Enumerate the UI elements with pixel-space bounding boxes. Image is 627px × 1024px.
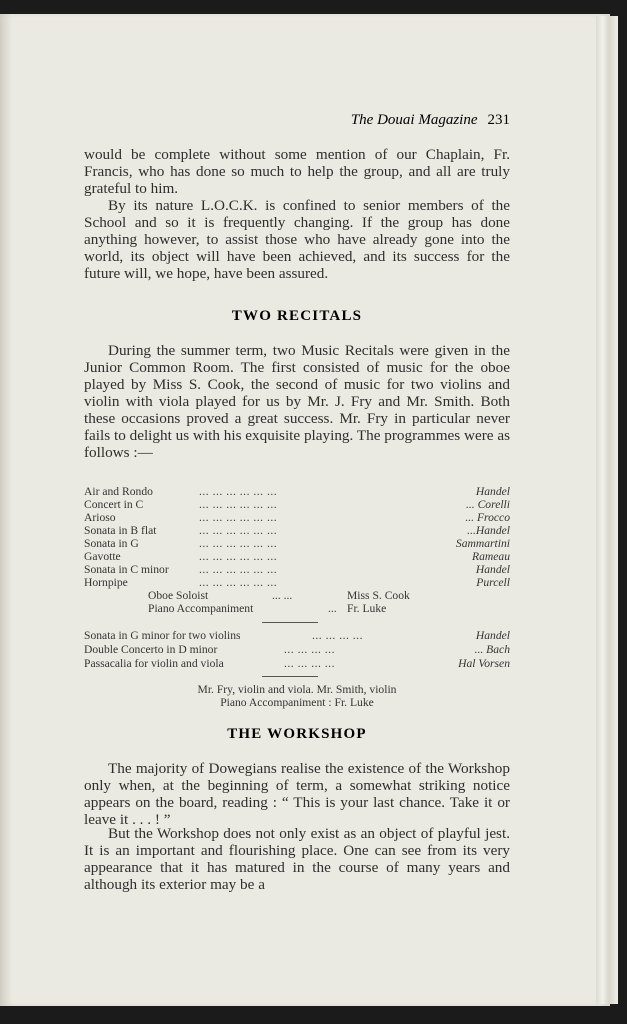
composer: ... Bach	[474, 643, 510, 656]
programme-row	[84, 485, 510, 498]
intro-paragraph-1: would be complete without some mention of our Chaplain, Fr. Francis, who has done so much to help the group, and all are truly grateful to him.	[84, 146, 510, 197]
programme-row	[84, 563, 510, 576]
piece-title: Sonata in C minor	[84, 563, 169, 576]
composer: ...Handel	[467, 524, 510, 537]
programme-row	[84, 643, 510, 656]
piece-title: Double Concerto in D minor	[84, 643, 218, 656]
workshop-heading: THE WORKSHOP	[227, 726, 367, 742]
programme-row	[84, 550, 510, 563]
performers-credit: Mr. Fry, violin and viola. Mr. Smith, violin	[197, 683, 397, 696]
piece-title: Hornpipe	[84, 576, 128, 589]
accompaniment-credit: Piano Accompaniment : Fr. Luke	[220, 696, 374, 709]
leader-dots: ... ... ... ... ... ...	[199, 576, 278, 589]
recitals-paragraph: During the summer term, two Music Recitals were given in the Junior Common Room. The first consisted of music for the oboe played by Miss S. Cook, the second of music for two violins and violin with viola played for us by Mr. J. Fry and Mr. Smith. Both these occasions proved a great success. Mr. Fry in particular never fails to delight us with his exquisite playing. The programmes were as follows :—	[84, 342, 510, 461]
leader-dots: ...	[328, 602, 337, 615]
composer: Rameau	[472, 550, 510, 563]
composer: Hal Vorsen	[458, 657, 510, 670]
divider	[262, 622, 318, 623]
divider	[262, 676, 318, 677]
piece-title: Sonata in G minor for two violins	[84, 629, 241, 642]
leader-dots: ... ... ... ... ... ...	[199, 550, 278, 563]
composer: Sammartini	[455, 537, 510, 550]
piece-title: Air and Rondo	[84, 485, 153, 498]
magazine-title: The Douai Magazine	[350, 112, 478, 128]
programme-row	[84, 524, 510, 537]
workshop-paragraph-1: The majority of Dowegians realise the existence of the Workshop only when, at the beginning of term, a somewhat striking notice appears on the board, reading : “ This is your last chance. Take it or leave it . . . ! ”	[84, 760, 510, 828]
leader-dots: ... ... ... ...	[284, 643, 335, 656]
recitals-heading: TWO RECITALS	[231, 308, 363, 324]
leader-dots: ... ... ... ... ... ...	[199, 563, 278, 576]
performer-name: Fr. Luke	[347, 602, 387, 615]
leader-dots: ... ... ... ... ... ...	[199, 485, 278, 498]
programme-row	[84, 657, 510, 670]
binding-shadow	[0, 14, 12, 1006]
composer: Handel	[475, 485, 510, 498]
piece-title: Sonata in G	[84, 537, 139, 550]
performer-name: Miss S. Cook	[347, 589, 410, 602]
workshop-paragraph-2: But the Workshop does not only exist as an object of playful jest. It is an important and flourishing place. One can see from its very appearance that it has matured in the course of many years and although its exterior may be a	[84, 825, 510, 893]
programme-row	[84, 511, 510, 524]
leader-dots: ... ... ... ... ... ...	[199, 537, 278, 550]
page-stack-edge	[596, 16, 618, 1004]
composer: Handel	[475, 563, 510, 576]
composer: ... Frocco	[465, 511, 510, 524]
programme-row	[84, 498, 510, 511]
leader-dots: ... ... ... ... ... ...	[199, 498, 278, 511]
programme-row	[84, 537, 510, 550]
piece-title: Gavotte	[84, 550, 121, 563]
leader-dots: ... ...	[272, 589, 293, 602]
programme-row	[84, 629, 510, 642]
leader-dots: ... ... ... ...	[284, 657, 335, 670]
leader-dots: ... ... ... ... ... ...	[199, 524, 278, 537]
performer-role: Piano Accompaniment	[148, 602, 254, 615]
piece-title: Arioso	[84, 511, 116, 524]
leader-dots: ... ... ... ...	[312, 629, 363, 642]
performer-role: Oboe Soloist	[148, 589, 209, 602]
piece-title: Concert in C	[84, 498, 144, 511]
running-header	[84, 112, 510, 129]
intro-paragraph-2: By its nature L.O.C.K. is confined to senior members of the School and so it is frequently changing. If the group has done anything however, to assist those who have already gone into the world, its object will have been achieved, and its success for the future will, we hope, have been assured.	[84, 197, 510, 282]
composer: Handel	[475, 629, 510, 642]
composer: Purcell	[476, 576, 510, 589]
piece-title: Passacalia for violin and viola	[84, 657, 224, 670]
page-number: 231	[487, 112, 510, 128]
leader-dots: ... ... ... ... ... ...	[199, 511, 278, 524]
programme-row	[84, 576, 510, 589]
composer: ... Corelli	[465, 498, 510, 511]
piece-title: Sonata in B flat	[84, 524, 157, 537]
